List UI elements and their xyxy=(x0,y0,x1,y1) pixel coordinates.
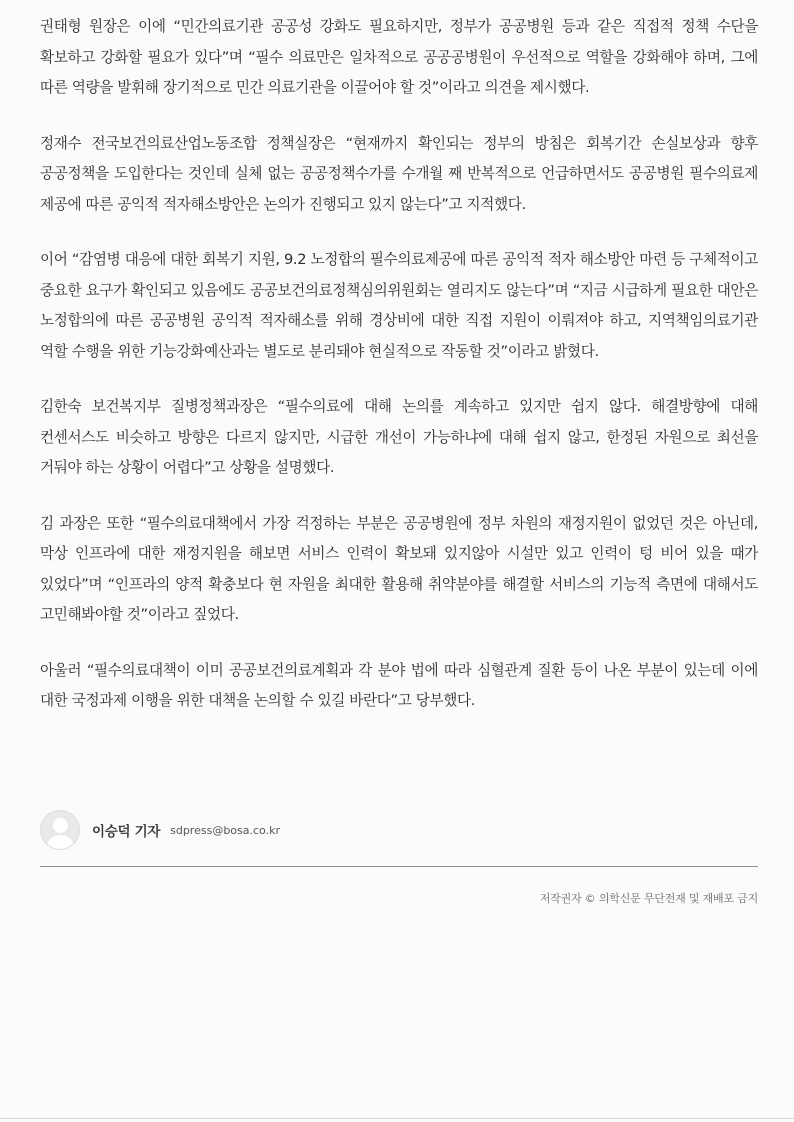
article-paragraph: 아울러 “필수의료대책이 이미 공공보건의료계획과 각 분야 법에 따라 심혈관계 질환 등이 나온 부분이 있는데 이에 대한 국정과제 이행을 위한 대책을 논의할 수 있길 바란다”고 당부했다. xyxy=(40,661,758,709)
page-bottom-divider xyxy=(0,1118,794,1119)
article-paragraph: 이어 “감염병 대응에 대한 회복기 지원, 9.2 노정합의 필수의료제공에 따른 공익적 적자 해소방안 마련 등 구체적이고 중요한 요구가 확인되고 있음에도 공공보건의료정책심의위원회는 열리지도 않는다”며 “지금 시급하게 필요한 대안은 노정합의에 따른 공공병원 공익적 적자해소를 위해 경상비에 대한 직접 지원이 이뤄져야 하고, 지역책임의료기관 역할 수행을 위한 기능강화예산과는 별도로 분리돼야 현실적으로 작동할 것”이라고 밝혔다. xyxy=(40,251,758,360)
copyright-notice: 저작권자 © 의학신문 무단전재 및 재배포 금지 xyxy=(539,892,758,905)
article-paragraph: 김한숙 보건복지부 질병정책과장은 “필수의료에 대해 논의를 계속하고 있지만 쉽지 않다. 해결방향에 대해 컨센서스도 비슷하고 방향은 다르지 않지만, 시급한 개선이 가능하냐에 대해 쉽지 않고, 한정된 자원으로 최선을 거둬야 하는 상황이 어렵다”고 상황을 설명했다. xyxy=(40,398,758,476)
article-paragraph: 권태형 원장은 이에 “민간의료기관 공공성 강화도 필요하지만, 정부가 공공병원 등과 같은 직접적 정책 수단을 확보하고 강화할 필요가 있다”며 “필수 의료만은 일차적으로 공공공병원이 우선적으로 역할을 강화해야 하며, 그에 따른 역량을 발휘해 장기적으로 민간 의료기관을 이끌어야 할 것”이라고 의견을 제시했다. xyxy=(40,18,758,96)
reporter-name[interactable]: 이승덕 기자 xyxy=(92,824,161,840)
user-avatar-icon xyxy=(40,810,80,850)
article-paragraph: 김 과장은 또한 “필수의료대책에서 가장 걱정하는 부분은 공공병원에 정부 차원의 재정지원이 없었던 것은 아닌데, 막상 인프라에 대한 재정지원을 해보면 서비스 인력이 확보돼 있지않아 시설만 있고 인력이 텅 비어 있을 때가 있었다”며 “인프라의 양적 확충보다 현 자원을 최대한 활용해 취약분야를 해결할 서비스의 기능적 측면에 대해서도 고민해봐야할 것”이라고 짚었다. xyxy=(40,514,758,623)
article-paragraph: 정재수 전국보건의료산업노동조합 정책실장은 “현재까지 확인되는 정부의 방침은 회복기간 손실보상과 향후 공공정책을 도입한다는 것인데 실체 없는 공공정책수가를 수개월 째 반복적으로 언급하면서도 공공병원 필수의료제 제공에 따른 공익적 적자해소방안은 논의가 진행되고 있지 않는다”고 지적했다. xyxy=(40,134,758,213)
reporter-email[interactable]: sdpress@bosa.co.kr xyxy=(170,823,280,837)
reporter-byline xyxy=(40,810,280,850)
footer-divider xyxy=(40,866,758,867)
article-body xyxy=(40,12,758,742)
